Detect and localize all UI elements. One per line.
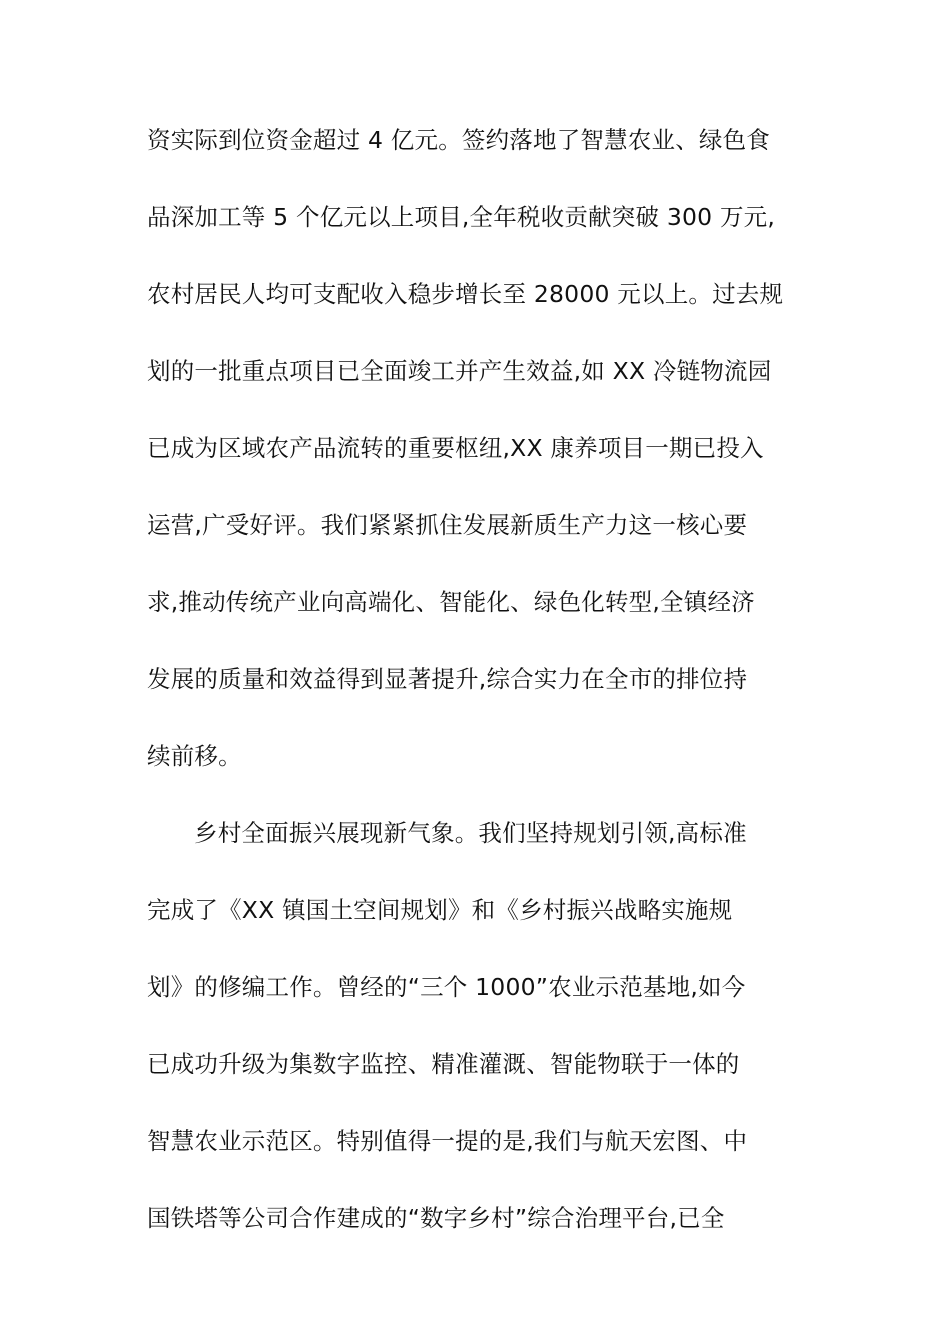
text-line: 品深加工等 5 个亿元以上项目,全年税收贡献突破 300 万元, xyxy=(147,203,776,231)
text-line: 划》的修编工作。曾经的“三个 1000”农业示范基地,如今 xyxy=(147,973,746,1001)
paragraph-first-line: 乡村全面振兴展现新气象。我们坚持规划引领,高标准 xyxy=(194,819,747,847)
text-line: 运营,广受好评。我们紧紧抓住发展新质生产力这一核心要 xyxy=(147,511,748,539)
text-line: 求,推动传统产业向高端化、智能化、绿色化转型,全镇经济 xyxy=(147,588,755,616)
text-line: 智慧农业示范区。特别值得一提的是,我们与航天宏图、中 xyxy=(147,1127,748,1155)
text-line: 已成为区域农产品流转的重要枢纽,XX 康养项目一期已投入 xyxy=(147,434,764,462)
text-line: 国铁塔等公司合作建成的“数字乡村”综合治理平台,已全 xyxy=(147,1204,725,1232)
text-line: 完成了《XX 镇国土空间规划》和《乡村振兴战略实施规 xyxy=(147,896,733,924)
text-line: 划的一批重点项目已全面竣工并产生效益,如 XX 冷链物流园 xyxy=(147,357,772,385)
text-line: 农村居民人均可支配收入稳步增长至 28000 元以上。过去规 xyxy=(147,280,784,308)
text-line: 已成功升级为集数字监控、精准灌溉、智能物联于一体的 xyxy=(147,1050,740,1078)
text-line: 发展的质量和效益得到显著提升,综合实力在全市的排位持 xyxy=(147,665,748,693)
text-line: 续前移。 xyxy=(147,742,242,770)
text-line: 资实际到位资金超过 4 亿元。签约落地了智慧农业、绿色食 xyxy=(147,126,770,154)
